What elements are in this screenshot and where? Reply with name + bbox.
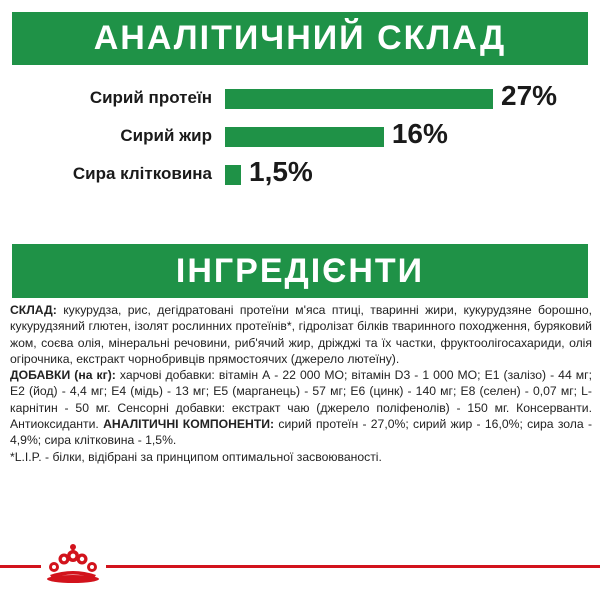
analytic-title-text: АНАЛІТИЧНИЙ СКЛАД <box>93 19 507 57</box>
footnote: *L.I.P. - білки, відібрані за принципом оптимальної засвоюваності. <box>10 449 382 464</box>
analytic-row-label: Сирий протеїн <box>89 88 212 107</box>
ingredients-title <box>12 244 588 298</box>
additives-label: ДОБАВКИ (на кг): <box>10 368 116 383</box>
composition-text: кукурудза, рис, дегідратовані протеїни м'яса птиці, тваринні жири, кукурудзяне борошно, кукурудзяний глютен, ізолят рослинних протеїнів*, гідролізат білків тваринного походження, буряковий жом, соєва олія, мінеральні речовини, риб'ячий жир, дріжджі та їх частки, фруктоолігосахариди, олія огірочника, екстракт чорнобривців прямостоячих (джерело лютеїну). <box>10 303 592 366</box>
composition-label: СКЛАД: <box>10 303 57 317</box>
ingredients-title-text: ІНГРЕДІЄНТИ <box>175 251 425 290</box>
additives-paragraph <box>10 367 592 448</box>
analytic-row-value: 1,5% <box>249 156 313 187</box>
analytic-row-protein <box>0 80 600 120</box>
royal-canin-crown-icon <box>42 543 104 585</box>
footer-line-left <box>0 565 41 568</box>
analytic-row-bar <box>225 165 241 185</box>
analytic-row-bar <box>225 127 384 147</box>
analytic-row-bar <box>225 89 493 109</box>
analytic-title <box>12 12 588 65</box>
analytic-row-fibre <box>0 156 600 196</box>
analytic-row-label: Сирий жир <box>120 126 212 145</box>
additives-text: харчові добавки: вітамін А - 22 000 МО; вітамін D3 - 1 000 МО; E1 (залізо) - 44 мг; E2 (йод) - 4,4 мг; E4 (мідь) - 13 мг; E5 (марганець) - 57 мг; E6 (цинк) - 140 мг; E8 (селен) - 0,07 мг; L-карнітин - 50 мг. Сенсорні добавки: екстракт чаю (джерело поліфенолів) - 150 мг. Консерванти. Антиоксиданти. <box>10 368 592 432</box>
analytic-row-value: 16% <box>391 118 448 149</box>
ingredients-text <box>10 302 592 465</box>
analytic-row-fat <box>0 118 600 158</box>
components-text: сирий протеїн - 27,0%; сирий жир - 16,0%; сира зола - 4,9%; сира клітковина - 1,5%. <box>10 417 593 448</box>
analytic-row-value: 27% <box>501 80 558 111</box>
analytic-row-label: Сира клітковина <box>72 164 212 183</box>
components-label: АНАЛІТИЧНІ КОМПОНЕНТИ: <box>103 417 275 432</box>
footer-line-right <box>106 565 600 568</box>
composition-paragraph <box>10 302 592 367</box>
